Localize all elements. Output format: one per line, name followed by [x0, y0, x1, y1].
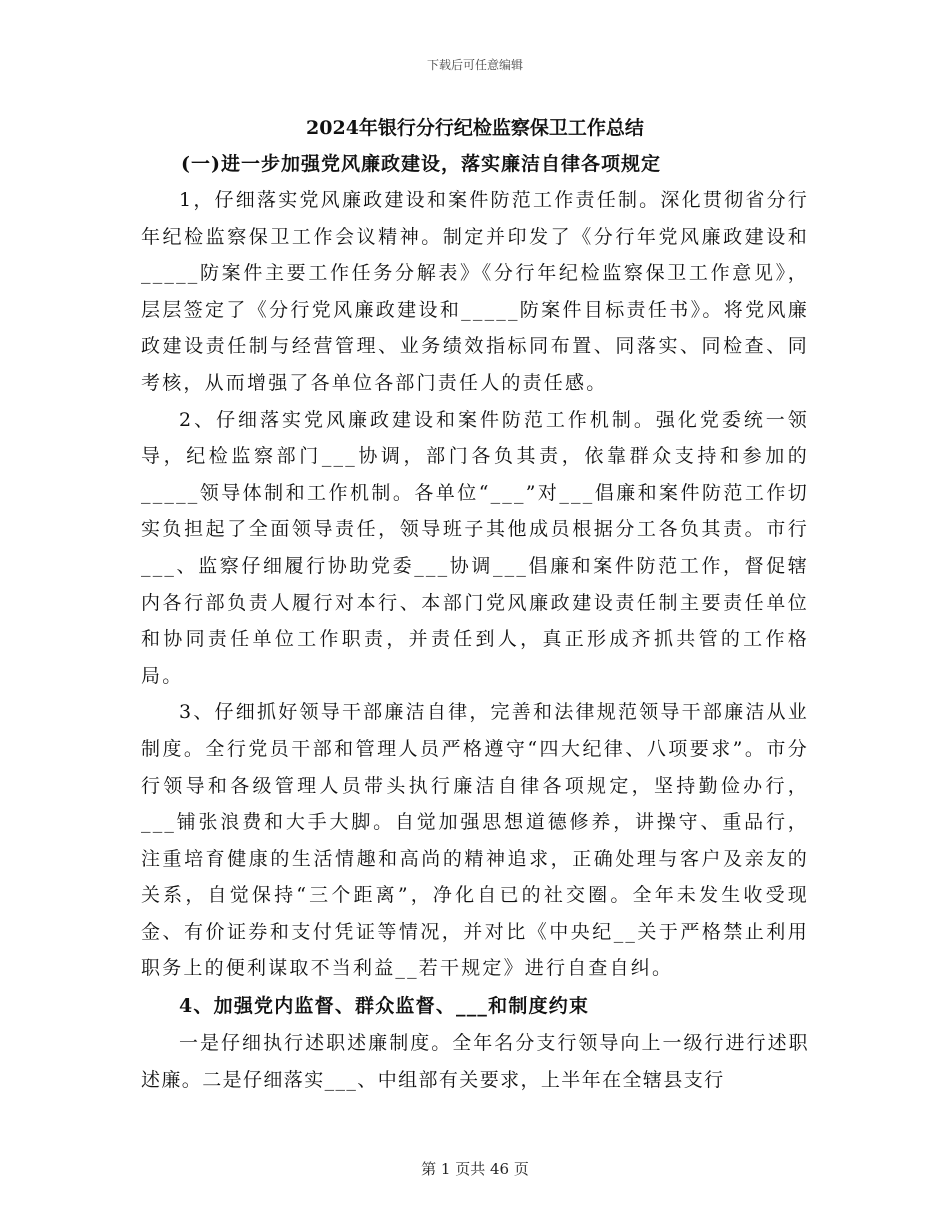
subheading-4: 4、加强党内监督、群众监督、___和制度约束	[179, 995, 590, 1018]
document-body	[141, 110, 809, 1098]
page-number: 第 1 页共 46 页	[421, 1160, 529, 1178]
page-header-note: 下载后可任意编辑	[426, 58, 523, 72]
section-heading-1: (一)进一步加强党风廉政建设，落实廉洁自律各项规定	[181, 153, 661, 175]
paragraph-3: 3、仔细抓好领导干部廉洁自律，完善和法律规范领导干部廉洁从业制度。全行党员干部和管理人员严格遵守“四大纪律、八项要求”。市分行领导和各级管理人员带头执行廉洁自律各项规定，坚持勤俭办行，___铺张浪费和大手大脚。自觉加强思想道德修养，讲操守、重品行，注重培育健康的生活情趣和高尚的精神追求，正确处理与客户及亲友的关系，自觉保持“三个距离”，净化自已的社交圈。全年未发生收受现金、有价证券和支付凭证等情况，并对比《中央纪__关于严格禁止利用职务上的便利谋取不当利益__若干规定》进行自查自纠。	[141, 701, 809, 980]
paragraph-1: 1，仔细落实党风廉政建设和案件防范工作责任制。深化贯彻省分行年纪检监察保卫工作会议精神。制定并印发了《分行年党风廉政建设和_____防案件主要工作任务分解表》《分行年纪检监察保卫工作意见》，层层签定了《分行党风廉政建设和_____防案件目标责任书》。将党风廉政建设责任制与经营管理、业务绩效指标同布置、同落实、同检查、同考核，从而增强了各单位各部门责任人的责任感。	[141, 189, 809, 394]
document-title: 2024年银行分行纪检监察保卫工作总结	[306, 117, 644, 139]
paragraph-4: 一是仔细执行述职述廉制度。全年名分支行领导向上一级行进行述职述廉。二是仔细落实___、中组部有关要求，上半年在全辖县支行	[141, 1032, 809, 1091]
paragraph-2: 2、仔细落实党风廉政建设和案件防范工作机制。强化党委统一领导，纪检监察部门___协调，部门各负其责，依靠群众支持和参加的_____领导体制和工作机制。各单位“___”对___倡廉和案件防范工作切实负担起了全面领导责任，领导班子其他成员根据分工各负其责。市行___、监察仔细履行协助党委___协调___倡廉和案件防范工作，督促辖内各行部负责人履行对本行、本部门党风廉政建设责任制主要责任单位和协同责任单位工作职责，并责任到人，真正形成齐抓共管的工作格局。	[141, 408, 809, 687]
